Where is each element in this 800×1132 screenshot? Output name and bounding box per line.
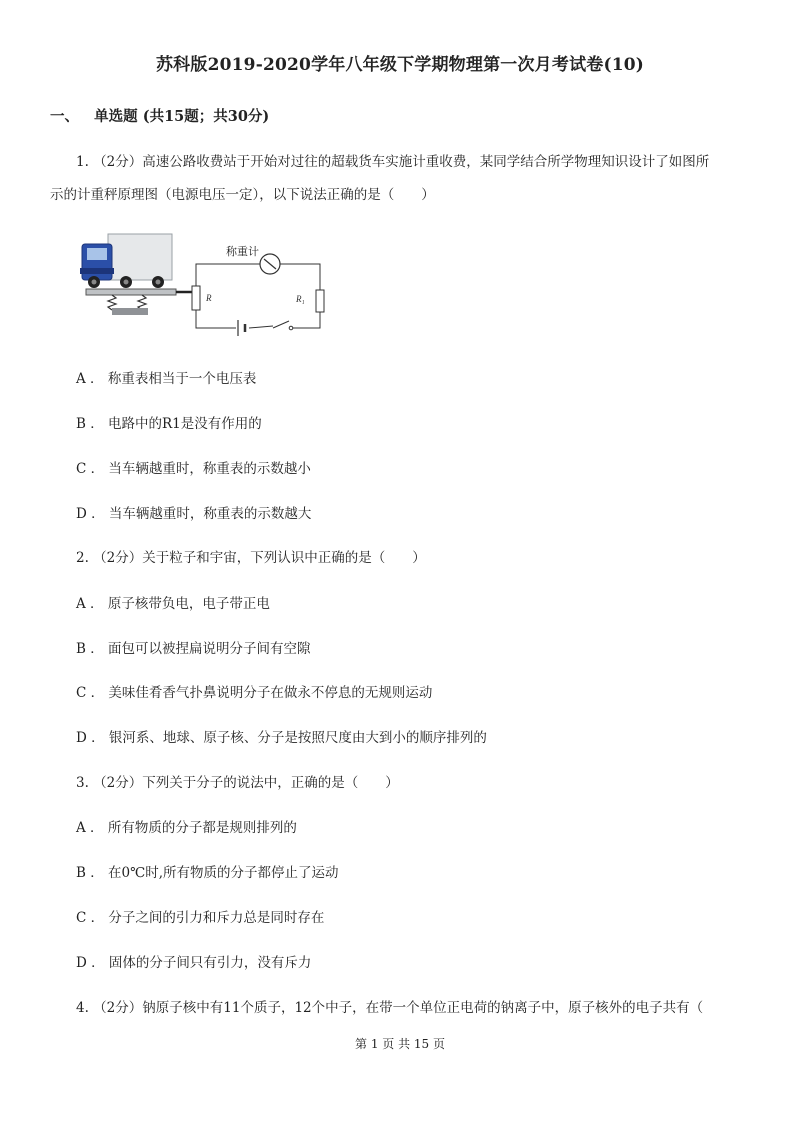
truck-image xyxy=(80,234,172,288)
switch xyxy=(289,326,293,330)
question-3-option-c: C ． 分子之间的引力和斥力总是同时存在 xyxy=(76,910,325,926)
r1-label: R₁ xyxy=(296,294,305,304)
r-label: R xyxy=(206,293,212,303)
scale-platform xyxy=(86,289,176,295)
question-2-option-c: C ． 美味佳肴香气扑鼻说明分子在做永不停息的无规则运动 xyxy=(76,685,433,701)
question-3-stem: 3. （2分）下列关于分子的说法中，正确的是（ ） xyxy=(76,775,399,791)
question-2-option-d: D ． 银河系、地球、原子核、分子是按照尺度由大到小的顺序排列的 xyxy=(76,730,487,746)
question-1-stem-line2: 示的计重秤原理图（电源电压一定），以下说法正确的是（ ） xyxy=(50,187,435,203)
spring xyxy=(138,295,146,310)
section-label: 单选题 (共15题；共30分) xyxy=(94,108,270,125)
question-2-stem: 2. （2分）关于粒子和宇宙，下列认识中正确的是（ ） xyxy=(76,550,426,566)
question-1-stem-line1: 1. （2分）高速公路收费站于开始对过往的超载货车实施计重收费，某同学结合所学物理知识设计了如图所 xyxy=(76,154,710,170)
rheostat-r xyxy=(192,286,200,310)
resistor-r1 xyxy=(316,290,324,312)
spring xyxy=(108,295,116,310)
section-heading xyxy=(50,105,269,126)
question-3-option-d: D ． 固体的分子间只有引力，没有斥力 xyxy=(76,955,312,971)
page-footer: 第 1 页 共 15 页 xyxy=(355,1037,445,1051)
question-2-option-b: B ． 面包可以被捏扁说明分子间有空隙 xyxy=(76,641,311,657)
question-3-option-a: A ． 所有物质的分子都是规则排列的 xyxy=(76,820,297,836)
question-4-stem: 4. （2分）钠原子核中有11个质子，12个中子，在带一个单位正电荷的钠离子中，原子核外的电子共有（ xyxy=(76,1000,704,1016)
page-title: 苏科版2019-2020学年八年级下学期物理第一次月考试卷(10) xyxy=(155,55,645,75)
question-1-option-c: C ． 当车辆越重时，称重表的示数越小 xyxy=(76,461,311,477)
question-1-option-d: D ． 当车辆越重时，称重表的示数越大 xyxy=(76,506,312,522)
scale-circuit-figure xyxy=(78,228,328,336)
question-3-option-b: B ． 在0℃时,所有物质的分子都停止了运动 xyxy=(76,865,339,881)
section-number: 一、 xyxy=(50,108,79,125)
question-1-option-a: A ． 称重表相当于一个电压表 xyxy=(76,371,257,387)
meter-label: 称重计 xyxy=(226,246,259,258)
scale-base xyxy=(112,308,148,315)
question-2-option-a: A ． 原子核带负电，电子带正电 xyxy=(76,596,270,612)
question-1-option-b: B ． 电路中的R1是没有作用的 xyxy=(76,416,262,432)
